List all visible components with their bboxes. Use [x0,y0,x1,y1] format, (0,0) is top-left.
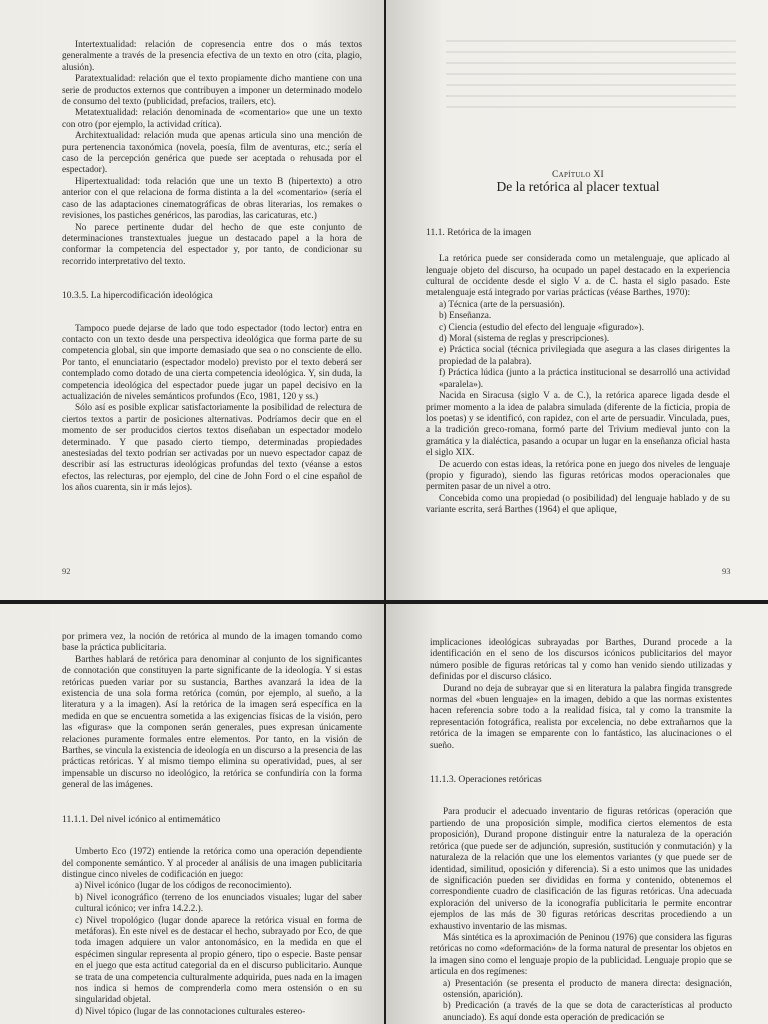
paragraph: Paratextualidad: relación que el texto propiamente dicho mantiene con una serie de productos externos que contribuyen a imponer un determinado modelo de consumo del texto (publicidad, prefacios, trailers, etc). [62,74,362,108]
page-number: 93 [722,566,731,576]
paragraph: Tampoco puede dejarse de lado que todo espectador (todo lector) entra en contacto con un texto desde una perspectiva ideológica que forma parte de su competencia global, sin que importe demasiado que sea o no consciente de ello. Por tanto, el enunciatario (espectador modelo) previsto por el texto deberá ser contemplado como dotado de una cierta competencia ideológica. Y, sin duda, la competencia ideológica del espectador puede jugar un papel decisivo en la actualización de niveles semánticos profundos (Eco, 1981, 120 y ss.) [62,323,362,402]
page-93-body [426,170,730,517]
book-page-94 [0,604,384,1024]
section-heading: 10.3.5. La hipercodificación ideológica [62,290,213,302]
paragraph: Metatextualidad: relación denominada de «comentario» que une un texto con otro (por ejemplo, la actividad crítica). [62,108,362,130]
paragraph: Concebida como una propiedad (o posibilidad) del lenguaje hablado y de su variante escrita, será Barthes (1964) el que aplique, [426,493,730,516]
bleed-through [446,40,736,117]
paragraph: Más sintética es la aproximación de Peninou (1976) que considera las figuras retóricas no como «deformación» de la forma natural de presentar los objetos en la imagen sino como el lenguaje propio de la publicidad. Lenguaje propio que se articula en dos regímenes: [430,932,732,978]
paragraph: Sólo así es posible explicar satisfactoriamente la posibilidad de relectura de ciertos textos a partir de posiciones alternativas. Podríamos decir que en el momento de ser producidos ciertos textos diseñaban un espectador modelo determinado. Y que pasado cierto tiempo, determinadas propiedades anestesiadas del texto podrían ser activadas por un nuevo espectador capaz de describir así las estructuras ideológicas profundas del texto (véanse a estos efectos, las relecturas, por ejemplo, del cine de John Ford o el cine español de los años cuarenta, sin ir más lejos). [62,403,362,494]
list-item: c) Nivel tropológico (lugar donde aparece la retórica visual en forma de metáforas). En este nivel es de destacar el hecho, subrayado por Eco, de que toda imagen adquiere un valor antonomásico, en la medida en que el espécimen singular representa al propio género, tipo o especie. Baste pensar en el juego que esta actitud categorial da en el discurso publicitario. Aunque se trata de una competencia culturalmente adquirida, pues nada en la imagen nos indica si hemos de comprenderla como mera ostensión o en su singularidad objetal. [75,915,362,1006]
list-item: a) Presentación (se presenta el producto de manera directa: designación, ostensión, aparición). [443,978,732,1000]
paragraph: La retórica puede ser considerada como un metalenguaje, que aplicado al lenguaje objeto del discurso, ha ocupado un papel destacado en la experiencia cultural de occidente desde el siglo V a. de C. hasta el siglo pasado. Este metalenguaje está integrado por varias prácticas (véase Barthes, 1970): [426,254,730,299]
list-item: d) Moral (sistema de reglas y prescripciones). [439,334,610,345]
list-item: c) Ciencia (estudio del efecto del lenguaje «figurado»). [439,322,644,333]
list-item: b) Predicación (a través de la que se dota de características al producto anunciado). Es aquí donde esta operación de predicación se [443,1001,732,1023]
page-94-body [62,632,362,1018]
list-item: f) Práctica lúdica (junto a la práctica institucional se desarrolló una actividad «paralela»). [439,368,730,390]
list-item: d) Nivel tópico (lugar de las connotaciones culturales estereo- [75,1006,306,1017]
chapter-label: Capítulo XI [552,170,604,180]
paragraph: Durand no deja de subrayar que si en literatura la palabra fingida transgrede normas del «buen lenguaje» en la imagen, debido a que las normas existentes hacen referencia sobre todo a la realidad física, tal y como la transmite la representación fotográfica, realista por excelencia, no debe extrañarnos que la retórica de la imagen se emparente con lo fantástico, las alucinaciones o el sueño. [430,683,732,751]
list-item: a) Técnica (arte de la persuasión). [439,299,565,310]
list-item: a) Nivel icónico (lugar de los códigos de reconocimiento). [75,881,292,892]
page-95-body [430,638,732,1024]
section-heading: 11.1.3. Operaciones retóricas [430,774,542,786]
list-item: b) Enseñanza. [439,311,492,322]
paragraph: Architextualidad: relación muda que apenas articula sino una mención de pura pertenencia taxonómica (novela, poesía, film de aventuras, etc.; sería el caso de la percepción genérica que puede ser aceptada o rehusada por el espectador). [62,131,362,176]
paragraph: Barthes hablará de retórica para denominar al conjunto de los significantes de connotación que constituyen la parte significante de la ideología. Y si estas retóricas pueden variar por su sustancia, Barthes avanzará la idea de la existencia de una sola forma retórica (común, por ejemplo, al sueño, a la literatura y a la imagen). Así la retórica de la imagen será específica en la medida en que se encuentra sometida a las exigencias físicas de la visión, pero las «figuras» que la componen serán generales, pues expresan únicamente relaciones puramente formales entre elementos. Por tanto, en la visión de Barthes, se vincula la existencia de ideología en un discurso a la presencia de las prácticas retóricas. Y al mismo tiempo elimina su operatividad, pues, al ser impensable un discurso no ideológico, la retórica se confundiría con la forma general de las imágenes. [62,654,362,791]
list-item: b) Nivel iconográfico (terreno de los enunciados visuales; lugar del saber cultural icónico; ver infra 14.2.2.). [75,892,362,915]
chapter-title: De la retórica al placer textual [496,179,660,195]
section-heading: 11.1. Retórica de la imagen [426,226,532,238]
book-page-95 [386,604,768,1024]
page-92-body [62,40,362,495]
paragraph: Intertextualidad: relación de copresencia entre dos o más textos generalmente a través de la presencia efectiva de un texto en otro (cita, plagio, alusión). [62,40,362,73]
paragraph: De acuerdo con estas ideas, la retórica pone en juego dos niveles de lenguaje (propio y figurado), siendo las figuras retóricas modos operacionales que permiten pasar de un nivel a otro. [426,459,730,493]
paragraph: Para producir el adecuado inventario de figuras retóricas (operación que partiendo de una proposición simple, modifica ciertos elementos de esta proposición), Durand propone distinguir entre la naturaleza de la operación retórica (que puede ser de adjunción, supresión, sustitución y conmutación) y la naturaleza de la relación que une los elementos variantes (y que puede ser de identidad, similitud, oposición y diferencia). Si a esto unimos que las unidades de significación pueden ser divididas en forma y contenido, obtenemos el correspondiente cuadro de clasificación de las figuras retóricas. Una adecuada exploración del universo de la iconografía publicitaria le permite encontrar ejemplos de las más de 30 figuras retóricas descritas procediendo a un exhaustivo inventario de las mismas. [430,807,732,932]
paragraph: Hipertextualidad: toda relación que une un texto B (hipertexto) a otro anterior con el que relaciona de forma distinta a la del «comentario» (sería el caso de las adaptaciones cinematográficas de obras literarias, los remakes o revisiones, los pastiches genéricos, las parodias, las caricaturas, etc.) [62,176,362,222]
page-number: 92 [62,566,71,576]
section-heading: 11.1.1. Del nivel icónico al entimemático [62,813,221,825]
book-page-93 [386,0,768,600]
list-item: e) Práctica social (técnica privilegiada que asegura a las clases dirigentes la propiedad de la palabra). [439,345,730,367]
paragraph: Nacida en Siracusa (siglo V a. de C.), la retórica aparece ligada desde el primer momento a la idea de palabra simulada (diferente de la ficticia, propia de los poetas) y se identificó, con rapidez, con el arte de persuadir. Vinculada, pues, a la tradición greco-romana, formó parte del Trivium medieval junto con la gramática y la dialéctica, pasando a ocupar un lugar en la enseñanza oficial hasta el siglo XIX. [426,391,730,459]
paragraph: implicaciones ideológicas subrayadas por Barthes, Durand procede a la identificación en el seno de los discursos icónicos publicitarios del mayor número posible de figuras retóricas tal y como han venido siendo utilizadas y definidas por el discurso clásico. [430,638,732,683]
book-page-92 [0,0,384,600]
paragraph: No parece pertinente dudar del hecho de que este conjunto de determinaciones transtextuales juegue un destacado papel a la hora de conformar la competencia del espectador y, por tanto, de condicionar su recorrido interpretativo del texto. [62,222,362,267]
paragraph: por primera vez, la noción de retórica al mundo de la imagen tomando como base la práctica publicitaria. [62,632,362,654]
paragraph: Umberto Eco (1972) entiende la retórica como una operación dependiente del componente semántico. Y al proceder al análisis de una imagen publicitaria distingue cinco niveles de codificación en juego: [62,847,362,880]
